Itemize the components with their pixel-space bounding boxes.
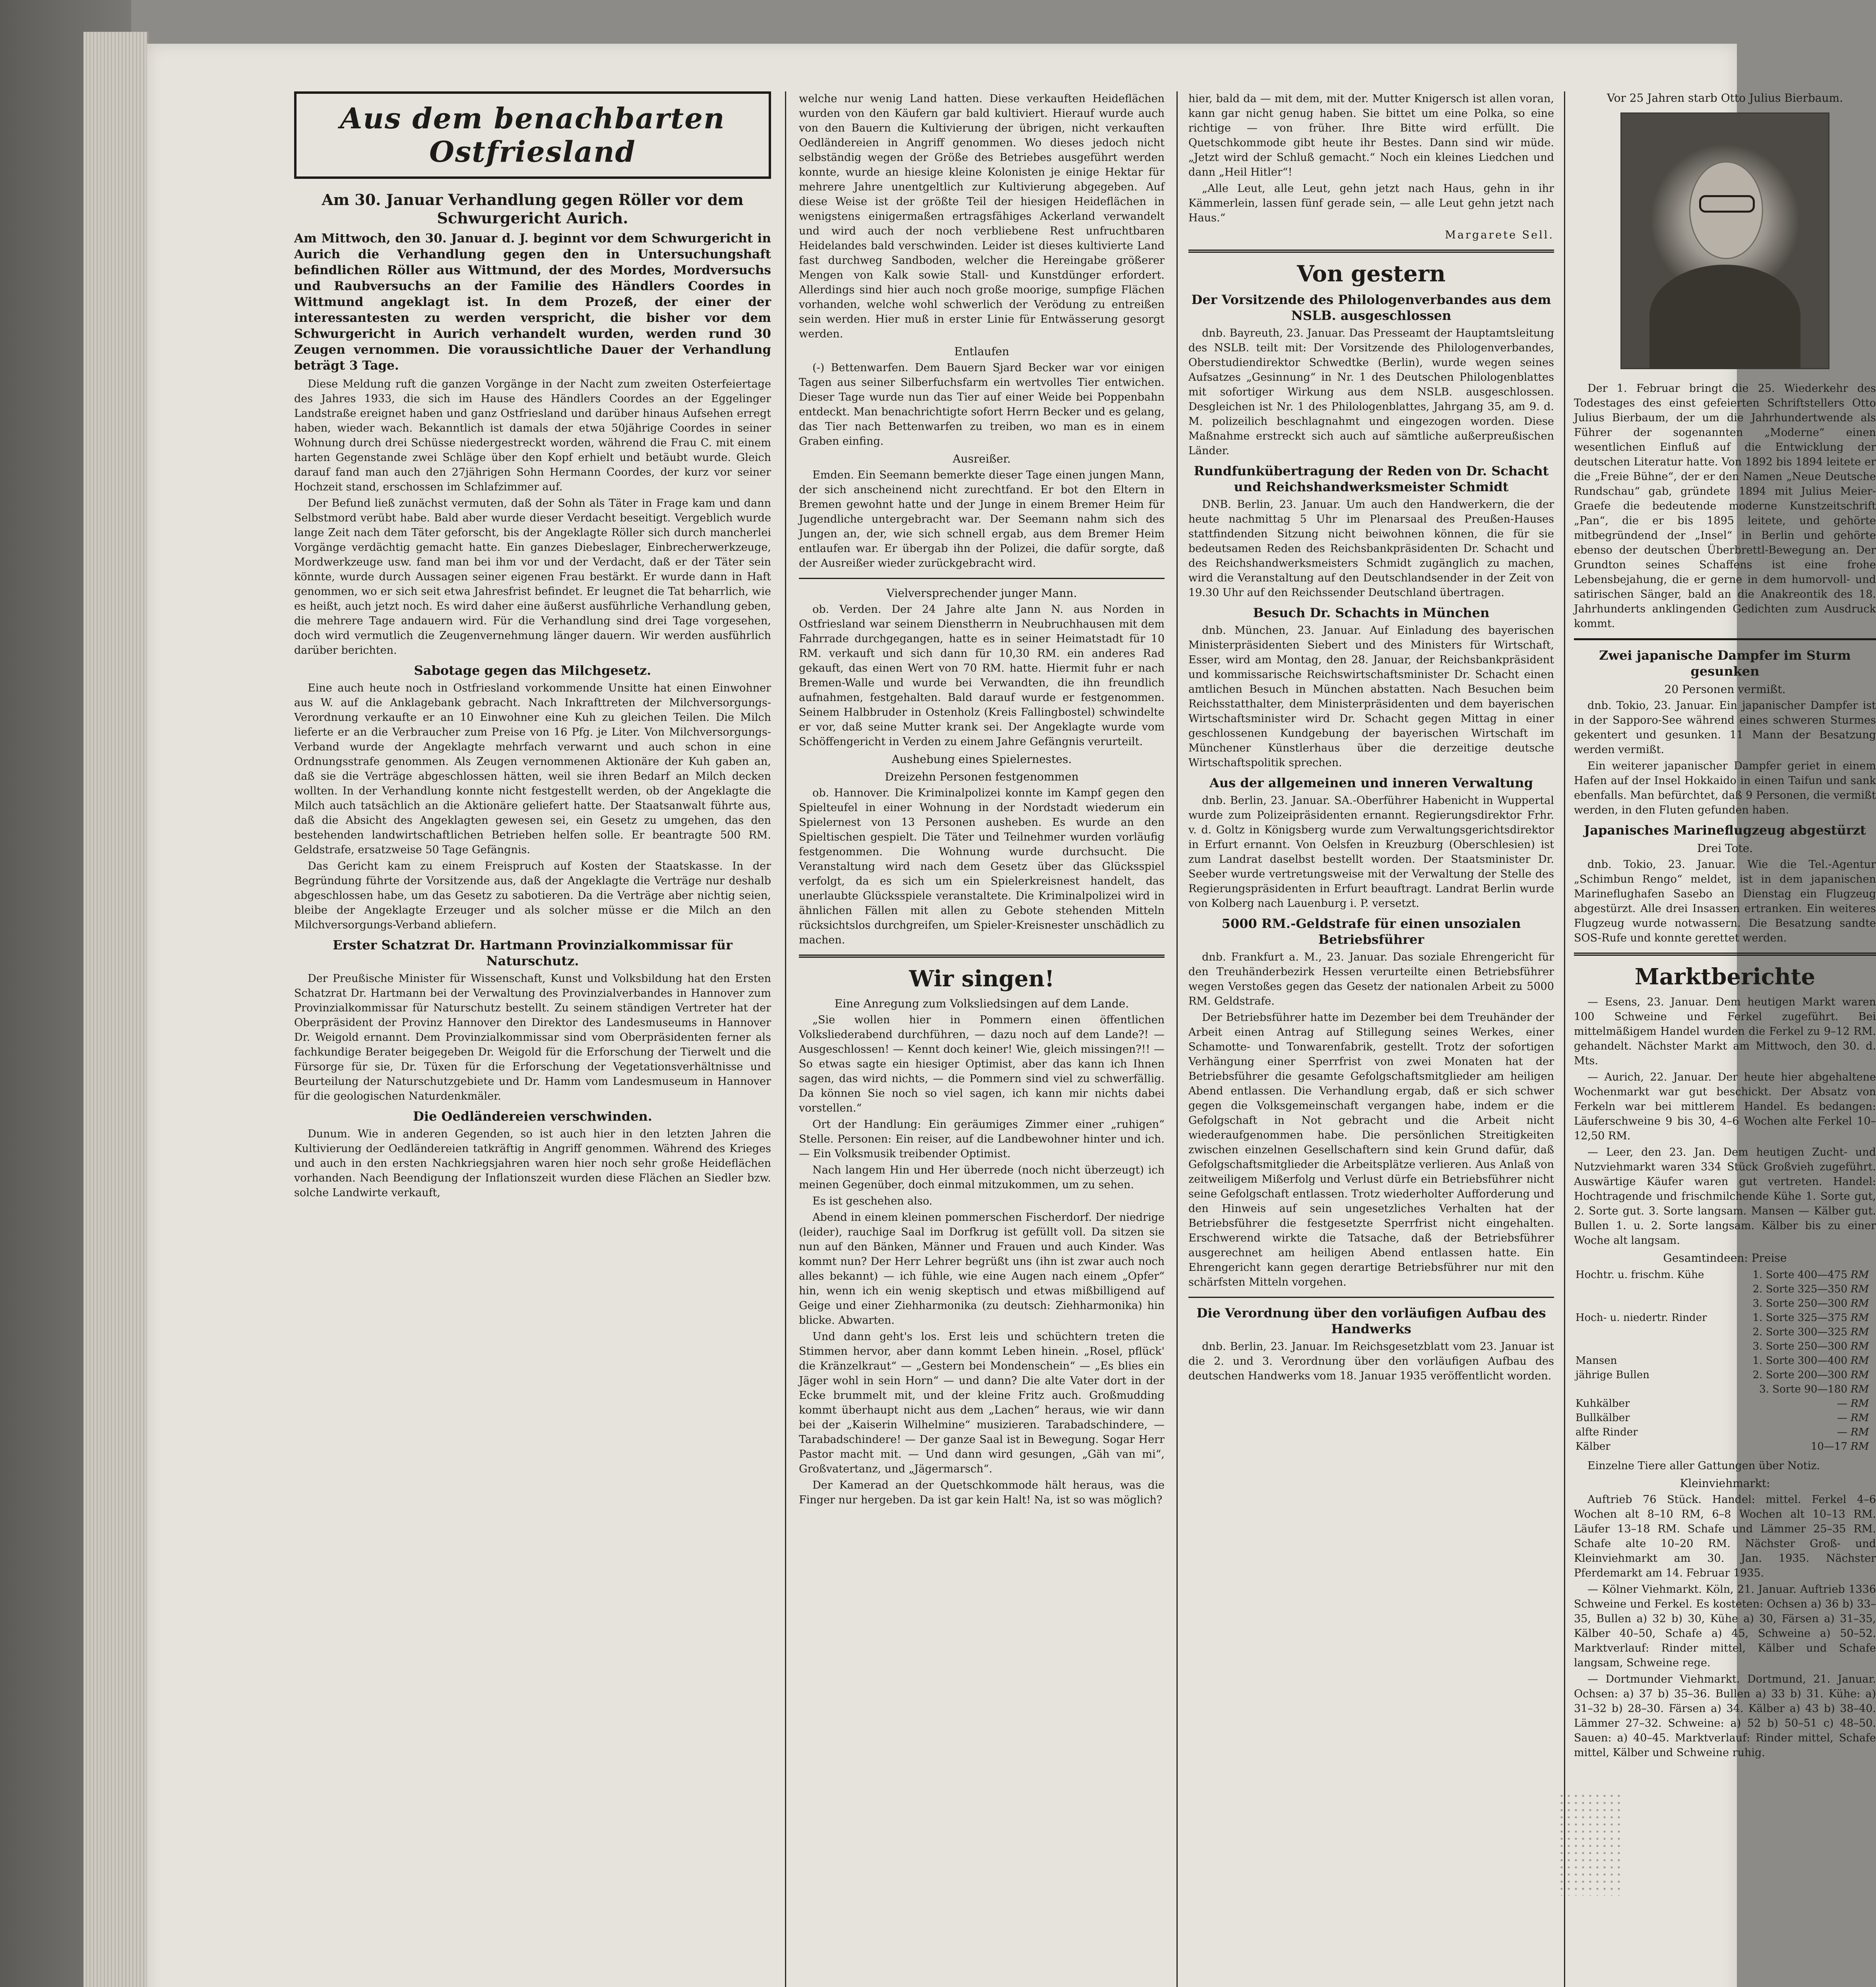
table-cell-unit: RM [1851,1398,1869,1410]
article-paragraph: dnb. Bayreuth, 23. Januar. Das Presseamt der Hauptamtsleitung des NSLB. teilt mit: Der Vorsitzende des Philologenverbandes, Oberstudiendirektor Schwedtke (Berlin), wurde wegen seines Aufsatzes „Gesinnung“ in Nr. 1 des Deutschen Philologenblattes mit sofortiger Wirkung aus dem NSLB. ausgeschlossen. Desgleichen ist Nr. 1 des Philologenblattes, Jahrgang 35, am 9. d. M. polizeilich beschlagnahmt und eingezogen worden. Diese Maßnahme erstreckt sich auch auf sämtliche außerpreußischen Länder. [1188,327,1554,457]
article-paragraph: Der Kamerad an der Quetschkommode hält heraus, was die Finger nur hergeben. Da ist gar kein Halt! Na, ist so was möglich? [799,1479,1165,1506]
table-row [1574,1439,1876,1454]
column-rule [785,91,786,1987]
column-2 [799,91,1165,1509]
article-lead: Am Mittwoch, den 30. Januar d. J. beginnt vor dem Schwurgericht in Aurich die Verhandlung gegen den in Untersuchungshaft befindlichen Röller aus Wittmund, der des Mordes, Mordversuchs und Raubversuchs an der Familie des Händlers Coordes in Wittmund angeklagt ist. In dem Prozeß, der einer der interessantesten zu werden verspricht, die bisher vor dem Schwurgericht in Aurich verhandelt wurden, werden rund 30 Zeugen vernommen. Die voraussichtliche Dauer der Verhandlung beträgt 3 Tage. [294,231,771,373]
article-headline: Wir singen! [909,966,1054,992]
table-cell-unit: RM [1851,1298,1869,1309]
table-row [1574,1425,1876,1439]
table-cell-category: Hoch- u. niedertr. Rinder [1576,1312,1707,1324]
divider [1574,953,1876,956]
table-cell-category: Kuhkälber [1576,1398,1630,1410]
table-cell-unit: RM [1851,1312,1869,1324]
article-paragraph: Emden. Ein Seemann bemerkte dieser Tage einen jungen Mann, der sich anscheinend nicht zurechtfand. Er bot den Eltern in Bremen gewohnt hatte und der Junge in einem Bremer Heim für Jugendliche untergebracht war. Der Seemann nahm sich des Jungen an, der, wie sich schnell ergab, aus dem Bremer Heim entlaufen war. Er übergab ihn der Polizei, die dafür sorgte, daß der Ausreißer wieder zurückgebracht wird. [799,469,1165,569]
table-row [1574,1296,1876,1311]
divider [799,578,1165,579]
table-cell-unit: RM [1851,1269,1869,1281]
article-subheading: Ausreißer. [952,452,1011,465]
newspaper-page [147,44,1876,1987]
table-cell-category [1574,1325,1733,1339]
portrait-body-shape [1649,265,1800,368]
table-row [1574,1325,1876,1339]
table-cell-category: alfte Rinder [1576,1426,1638,1438]
article-headline: Aus der allgemeinen und inneren Verwaltung [1209,775,1533,790]
table-row [1574,1368,1876,1382]
section-headline: Marktberichte [1634,964,1816,990]
article-paragraph: Dunum. Wie in anderen Gegenden, so ist auch hier in den letzten Jahren die Kultivierung der Oedländereien tatkräftig in Angriff genommen. Während des Krieges und auch in den ersten Nachkriegsjahren waren hier noch sehr große Heideflächen vorhanden. Nach Beendigung der Inflationszeit wurden diese Flächen an Siedler bzw. solche Landwirte verkauft, [294,1128,771,1199]
table-cell-unit: RM [1851,1426,1869,1438]
article-paragraph: Und dann geht's los. Erst leis und schüchtern treten die Stimmen hervor, aber dann kommt Leben hinein. „Rosel, pflück' die Kränzelkraut“ — „Gestern bei Mondenschein“ — „Es blies ein Jäger wohl in sein Horn“ — und dann? Die alte Vater dort in der Ecke brummelt mit, und der kleine Fritz auch. Großmudding kommt überhaupt nicht aus dem „Lachen“ heraus, wie wir dann bei der „Kaiserin Wilhelmine“ musizieren. Tarabadschindere, — Tarabadschindere! — Der ganze Saal ist in Bewegung. Sogar Herr Pastor macht mit. — Und dann wird gesungen, „Gäh van mi“, Großvatertanz, und „Jägermarsch“. [799,1330,1165,1475]
table-cell-price: 10—17 [1810,1441,1847,1452]
article-paragraph: dnb. Berlin, 23. Januar. SA.-Oberführer Habenicht in Wuppertal wurde zum Polizeipräsidenten ernannt. Regierungsdirektor Frhr. v. d. Goltz in Königsberg wurde zum Verwaltungsgerichtsdirektor in Erfurt ernannt. Von Oelsfen in Kreuzburg (Oberschlesien) ist zum Landrat daselbst bestellt worden. Der Staatsminister Dr. Seeber wurde vertretungsweise mit der Verwaltung der Stelle des Regierungspräsidenten in Erfurt beauftragt. Landrat Berlin wurde von Kolberg nach Lauenburg i. P. versetzt. [1188,794,1554,910]
table-cell-price: — [1837,1426,1847,1438]
article-subheading: Entlaufen [954,345,1010,358]
article-headline: Rundfunkübertragung der Reden von Dr. Schacht und Reichshandwerksmeister Schmidt [1194,463,1549,494]
column-3 [1188,91,1554,1385]
table-cell-unit: RM [1851,1355,1869,1367]
table-cell-price: 3. Sorte 250—300 [1752,1340,1847,1352]
table-cell-unit: RM [1851,1441,1869,1452]
article-subheading: Dreizehn Personen festgenommen [885,770,1079,783]
article-paragraph: — Leer, den 23. Jan. Dem heutigen Zucht- und Nutzviehmarkt waren 334 Stück Großvieh zugeführt. Auswärtige Käufer waren gut vertreten. Handel: Hochtragende und frischmilchende Kühe 1. Sorte gut, 2. Sorte gut. 3. Sorte langsam. Mansen — Kälber gut. Bullen 1. u. 2. Sorte langsam. Kälber bis zu einer Woche alt langsam. [1574,1146,1876,1247]
table-cell-unit: RM [1851,1369,1869,1381]
article-paragraph: Eine auch heute noch in Ostfriesland vorkommende Unsitte hat einen Einwohner aus W. auf die Anklagebank gebracht. Nach Inkrafttreten der Milchversorgungs-Verordnung verkaufte er an 10 Einwohner eine Kuh zu gleichen Teilen. Die Milch lieferte er an die Verbraucher zum Preise von 16 Pfg. je Liter. Von Milchversorgungs-Verband wurde der Angeklagte mehrfach verwarnt und auch schon in eine Ordnungsstrafe genommen. Als Zeugen vernommenen Aktionäre der Kuh gaben an, daß sie die Verträge abgeschlossen hätten, weil sie ihren Bedarf an Milch decken wollten. In der Verhandlung konnte nicht festgestellt werden, ob der Angeklagte die Milch auch tatsächlich an die Aktionäre geliefert hatte. Der Staatsanwalt führte aus, daß die Absicht des Angeklagten gewesen sei, ein Gesetz zu umgehen, das den bestehenden landwirtschaftlichen Betrieben helfen solle. Er beantragte 500 RM. Geldstrafe, ersatzweise 50 Tage Gefängnis. [294,682,771,856]
table-row [1574,1311,1876,1325]
table-cell-category: Kälber [1576,1441,1610,1452]
article-paragraph: Der Befund ließ zunächst vermuten, daß der Sohn als Täter in Frage kam und dann Selbstmord verübt habe. Bald aber wurde dieser Verdacht beseitigt. Vergeblich wurde lange Zeit nach dem Täter geforscht, bis der Angeklagte Röller sich durch mancherlei Vorgänge verdächtig gemacht hatte. Ein ganzes Diebeslager, Einbrecherwerkzeuge, Mordwerkzeuge usw. fand man bei ihm vor und der Verdacht, daß er der Täter sein könnte, wurde durch Aussagen seiner eigenen Frau bestärkt. Er wurde dann in Haft genommen, wo er sich seit etwa Jahresfrist befindet. Er leugnet die Tat beharrlich, wie es heißt, auch jetzt noch. Es wird daher eine äußerst ausführliche Verhandlung geben, die mehrere Tage andauern wird. Für die Verhandlung sind drei Tage vorgesehen, doch wird vermutlich die Zeugenvernehmung länger dauern. Wir werden ausführlich darüber berichten. [294,497,771,657]
article-paragraph: „Alle Leut, alle Leut, gehn jetzt nach Haus, gehn in ihr Kämmerlein, lassen fünf gerade sein, — alle Leut gehn jetzt nach Haus.“ [1188,182,1554,224]
article-paragraph: welche nur wenig Land hatten. Diese verkauften Heideflächen wurden von den Käufern gar bald kultiviert. Hierauf wurde auch von den Bauern die Kultivierung der übrigen, nicht verkauften Oedländereien in Angriff genommen. Wo dieses jedoch nicht selbständig wegen der Größe des Betriebes ausgeführt werden konnte, wurde an hiesige kleine Kolonisten je einige Hektar für mehrere Jahre unentgeltlich zur Kultivierung abgegeben. Auf diese Weise ist der größte Teil der hiesigen Heideflächen in wenigstens einigermaßen ertragsfähiges Ackerland verwandelt und wird auch der noch verbliebene Rest unfruchtbaren Heidelandes bald verschwinden. Leider ist dieses kultivierte Land fast durchweg Sandboden, welcher die Hereingabe größerer Mengen von Kalk sowie Stall- und Kunstdünger erfordert. Allerdings sind hier auch noch große moorige, sumpfige Flächen vorhanden, welche wohl schwerlich der Verödung zu entreißen sein werden. Hier muß in erster Linie für Entwässerung gesorgt werden. [799,93,1165,340]
table-cell-price: 3. Sorte 90—180 [1759,1383,1847,1395]
table-cell-category: jährige Bullen [1576,1369,1649,1381]
article-paragraph: dnb. Tokio, 23. Januar. Wie die Tel.-Agentur „Schimbun Rengo“ meldet, ist in dem japanischen Marineflughafen Sasebo an Dienstag ein Flugzeug abgestürzt. Alle drei Insassen ertranken. Ein weiteres Flugzeug wurde notwassern. Die Besatzung sandte SOS-Rufe und konnte gerettet werden. [1574,858,1876,944]
table-cell-price: — [1837,1412,1847,1424]
table-cell-unit: RM [1851,1412,1869,1424]
column-rule [1176,91,1178,1987]
article-paragraph: hier, bald da — mit dem, mit der. Mutter Knigersch ist allen voran, kann gar nicht genug haben. Sie bittet um eine Polka, so eine richtige — von früher. Ihre Bitte wird erfüllt. Die Quetschkommode gibt heute ihr Bestes. Dann sind wir müde. „Jetzt wird der Schluß gemacht.“ Noch ein kleines Liedchen und dann „Heil Hitler“! [1188,93,1554,178]
article-paragraph: Der 1. Februar bringt die 25. Wiederkehr des Todestages des einst gefeierten Schriftstellers Otto Julius Bierbaum, der um die Jahrhundertwende als Führer der sogenannten „Moderne“ einen wesentlichen Einfluß auf die Entwicklung der deutschen Literatur hatte. Von 1892 bis 1894 leitete er die „Freie Bühne“, der er den Namen „Neue Deutsche Rundschau“ gab, gründete 1894 mit Julius Meier-Graefe die bedeutende moderne Kunstzeitschrift „Pan“, die er bis 1895 leitete, und gehörte mitbegründend der „Insel“ in Berlin und gehörte ebenso der deutschen Überbrettl-Bewegung an. Der Grundton seines Schaffens ist eine frohe Lebensbejahung, die er gerne in dem humorvoll- und satirischen Sänger, bald an die Anakreontik des 18. Jahrhunderts anklingenden Gedichten zum Ausdruck kommt. [1574,382,1876,630]
article-headline: 5000 RM.-Geldstrafe für einen unsozialen Betriebsführer [1221,916,1521,947]
table-cell-category: Bullkälber [1576,1412,1630,1424]
table-cell-unit: RM [1851,1283,1869,1295]
article-paragraph: dnb. Frankfurt a. M., 23. Januar. Das soziale Ehrengericht für den Treuhänderbezirk Hessen verurteilte einen Betriebsführer wegen Verstoßes gegen das Gesetz der nationalen Arbeit zu 5000 RM. Geldstrafe. [1188,951,1554,1007]
article-paragraph: — Esens, 23. Januar. Dem heutigen Markt waren 100 Schweine und Ferkel zugeführt. Bei mittelmäßigem Handel wurden die Ferkel zu 9–12 RM. gehandelt. Nächster Markt am Mittwoch, den 30. d. Mts. [1574,996,1876,1067]
table-row [1574,1396,1876,1411]
article-headline: Japanisches Marineflugzeug abgestürzt [1584,823,1866,838]
portrait-photo [1620,112,1829,369]
article-paragraph: dnb. Berlin, 23. Januar. Im Reichsgesetzblatt vom 23. Januar ist die 2. und 3. Verordnung über den vorläufigen Aufbau des deutschen Handwerks vom 18. Januar 1935 veröffentlicht worden. [1188,1340,1554,1382]
table-cell-price: 3. Sorte 250—300 [1752,1298,1847,1309]
article-paragraph: Nach langem Hin und Her überrede (noch nicht überzeugt) ich meinen Gegenüber, doch einmal mitzukommen, um zu sehen. [799,1164,1165,1191]
author-signature: Margarete Sell. [1445,229,1554,241]
table-cell-price: — [1837,1398,1847,1410]
divider [1188,1297,1554,1298]
table-cell-category: Hochtr. u. frischm. Kühe [1576,1269,1704,1281]
article-headline: Der Vorsitzende des Philologenverbandes aus dem NSLB. ausgeschlossen [1191,292,1551,323]
article-headline: Besuch Dr. Schachts in München [1253,605,1490,620]
article-subheading: Aushebung eines Spielernestes. [891,753,1072,766]
article-paragraph: „Sie wollen hier in Pommern einen öffentlichen Volksliederabend durchführen, — dazu noch auf dem Lande?! — Ausgeschlossen! — Kennt doch keiner! Wie, gleich missingen?!! — So etwas sagte ein hiesiger Optimist, aber das kann ich Ihnen sagen, das wird nichts, — die Pommern sind viel zu schwerfällig. Da können Sie noch so viel sagen, ich kann mir nichts dabei vorstellen.“ [799,1014,1165,1114]
table-row [1574,1268,1876,1282]
divider [1574,638,1876,640]
scan-noise-patch [1558,1792,1622,1896]
article-paragraph: (-) Bettenwarfen. Dem Bauern Sjard Becker war vor einigen Tagen aus seiner Silberfuchsfarm ein wertvolles Tier entwichen. Dieser Tage wurde nun das Tier auf einer Weide bei Poppenbahn entdeckt. Man benachrichtigte sofort Herrn Becker und es gelang, das Tier nach Bettenwarfen zu treiben, wo man es in einem Graben einfing. [799,362,1165,447]
page-stack-edge [83,32,149,1987]
table-cell-price: 2. Sorte 300—325 [1752,1326,1847,1338]
column-4 [1574,91,1876,1762]
article-paragraph: Der Preußische Minister für Wissenschaft, Kunst und Volksbildung hat den Ersten Schatzrat Dr. Hartmann bei der Verwaltung des Provinzialverbandes in Hannover zum Provinzialkommissar für Naturschutz bestellt. Zu seinem ständigen Vertreter hat der Oberpräsident der Provinz Hannover den Direktor des Landesmuseums in Hannover Dr. Weigold ernannt. Dem Provinzialkommissar sind vom Oberpräsidenten ferner als fachkundige Berater beigegeben Dr. Weigold für die Erforschung der Tierwelt und die Fürsorge für sie, Dr. Tüxen für die Erforschung der Vegetationsverhältnisse und Beurteilung der Naturschutzgebiete und Dr. Hamm vom Landesmuseum in Hannover für die geologischen Naturdenkmäler. [294,972,771,1102]
divider [1188,250,1554,253]
table-cell-unit: RM [1851,1326,1869,1338]
article-paragraph: Der Betriebsführer hatte im Dezember bei dem Treuhänder der Arbeit einen Antrag auf Stillegung seines Werkes, einer Schamotte- und Tonwarenfabrik, gestellt. Trotz der sofortigen Verhängung einer Sperrfrist von zwei Monaten hat der Betriebsführer die gesamte Gefolgschaftsmitglieder am heiligen Abend entlassen. Die Verhandlung ergab, daß er sich schwer gegen die Volksgemeinschaft vergangen habe, indem er die Gefolgschaft in Not gebracht und die Arbeit nicht wiederaufgenommen habe. Die persönlichen Streitigkeiten zwischen einzelnen Gesellschaftern sind kein Grund dafür, daß Gefolgschaftsmitglieder die Arbeitsplätze verlieren. Aus Anlaß von zeitweiligem Mißerfolg und Verlust dürfe ein Betriebsführer nicht seine Gefolgschaft entlassen. Trotz wiederholter Aufforderung und den Hinweis auf sein ungesetzliches Verhalten hat der Betriebsführer die festgesetzte Sperrfrist nicht eingehalten. Erschwerend wirkte die Tatsache, daß der Betriebsführer ausgerechnet am heiligen Abend entlassen hatte. Ein Ehrengericht kann gegen derartige Betriebsführer nur mit den schärfsten Mitteln vorgehen. [1188,1011,1554,1288]
article-paragraph: ob. Hannover. Die Kriminalpolizei konnte im Kampf gegen den Spielteufel in einer Wohnung in der Nordstadt wiederum ein Spielernest von 13 Personen ausheben. Es wurde an den Spieltischen gespielt. Die Täter und Teilnehmer wurden vorläufig festgenommen. Die Wohnung wurde durchsucht. Die Veranstaltung wird nach dem Gesetz über das Glücksspiel verfolgt, da es sich um ein Spielerkreisnest handelt, das unerlaubte Glücksspiele veranstaltete. Die Kriminalpolizei wird in ähnlichen Fällen mit allen zu Gebote stehenden Mitteln rücksichtslos durchgreifen, um Spieler-Kreisnester unschädlich zu machen. [799,787,1165,946]
table-cell-unit: RM [1851,1340,1869,1352]
article-subheading: Erster Schatzrat Dr. Hartmann Provinzialkommissar für Naturschutz. [333,937,733,968]
table-cell-price: 2. Sorte 325—350 [1752,1283,1847,1295]
table-cell-category [1574,1382,1733,1396]
table-row [1574,1411,1876,1425]
article-subheading: Eine Anregung zum Volksliedsingen auf dem Lande. [834,997,1129,1010]
divider [799,955,1165,958]
section-header-box [294,91,771,179]
section-header-line-2: Ostfriesland [429,135,636,168]
article-paragraph: DNB. Berlin, 23. Januar. Um auch den Handwerkern, die der heute nachmittag 5 Uhr im Plenarsaal des Preußen-Hauses stattfindenden Sitzung nicht beiwohnen können, die für sie bedeutsamen Reden des Reichsbankpräsidenten Dr. Schacht und des Reichshandwerksmeisters Schmidt zugänglich zu machen, wird die Veranstaltung auf den Deutschlandsender in der Zeit von 19.30 Uhr auf den Reichssender Deutschland übertragen. [1188,498,1554,599]
article-headline: Am 30. Januar Verhandlung gegen Röller vor dem Schwurgericht Aurich. [322,191,744,227]
table-cell-unit: RM [1851,1383,1869,1395]
section-headline: Von gestern [1297,261,1446,287]
article-paragraph: Diese Meldung ruft die ganzen Vorgänge in der Nacht zum zweiten Osterfeiertage des Jahres 1933, die sich im Hause des Händlers Coordes an der Eggelinger Landstraße ereignet haben und ganz Ostfriesland und darüber hinaus Aufsehen erregt haben, wieder wach. Bekanntlich ist damals der etwa 50jährige Coordes in seiner Wohnung durch drei Schüsse niedergestreckt worden, während die Frau C. mit einem harten Gegenstande zwei Schläge über den Kopf erhielt und betäubt wurde. Gleich darauf fand man auch den 27jährigen Sohn Hermann Coordes, der kurz vor seiner Hochzeit stand, erschossen im Schlafzimmer auf. [294,378,771,493]
article-subheading: Die Oedländereien verschwinden. [413,1109,652,1124]
table-cell-price: 1. Sorte 325—375 [1752,1312,1847,1324]
column-rule [1564,91,1565,1987]
article-paragraph: Auftrieb 76 Stück. Handel: mittel. Ferkel 4–6 Wochen alt 8–10 RM, 6–8 Wochen alt 10–13 RM. Läufer 13–18 RM. Schafe und Lämmer 25–35 RM. Schafe alte 10–20 RM. Nächster Groß- und Kleinviehmarkt am 30. Jan. 1935. Nächster Pferdemarkt am 14. Februar 1935. [1574,1493,1876,1579]
table-cell-price: 1. Sorte 300—400 [1752,1355,1847,1367]
table-cell-category [1574,1296,1733,1311]
portrait-caption: Vor 25 Jahren starb Otto Julius Bierbaum. [1607,91,1843,105]
article-paragraph: — Kölner Viehmarkt. Köln, 21. Januar. Auftrieb 1336 Schweine und Ferkel. Es kosteten: Ochsen a) 36 b) 33–35, Bullen a) 32 b) 30, Kühe a) 30, Färsen a) 31–35, Kälber 40–50, Schafe a) 45, Schweine a) 50–52. Marktverlauf: Rinder mittel, Kälber und Schafe langsam, Schweine rege. [1574,1583,1876,1669]
article-paragraph: ob. Verden. Der 24 Jahre alte Jann N. aus Norden in Ostfriesland war seinem Dienstherrn in Neubruchhausen mit dem Fahrrade durchgegangen, hatte es in seiner Heimatstadt für 10 RM. verkauft und sich dann für 10,30 RM. ein anderes Rad gekauft, das einen Wert von 70 RM. hatte. Hiermit fuhr er nach Bremen-Walle und wurde bei Verwandten, die ihn freundlich aufnahmen, festgehalten. Bald darauf wurde er festgenommen. Seinem Halbbruder in Ostenholz (Kreis Fallingbostel) schwindelte er vor, daß seine Mutter krank sei. Der Angeklagte wurde vom Schöffengericht in Verden zu einem Jahre Gefängnis verurteilt. [799,603,1165,748]
market-price-table [1574,1268,1876,1454]
table-row [1574,1282,1876,1296]
section-header-line-1: Aus dem benachbarten [340,101,725,135]
article-subheading: Vielversprechender junger Mann. [886,587,1077,600]
table-row [1574,1339,1876,1354]
article-subheading: Sabotage gegen das Milchgesetz. [414,663,651,678]
column-1 [294,91,771,1202]
article-paragraph: Einzelne Tiere aller Gattungen über Notiz. [1587,1460,1820,1472]
article-paragraph: Ort der Handlung: Ein geräumiges Zimmer einer „ruhigen“ Stelle. Personen: Ein reiser, auf die Landbewohner hinter und ich. — Ein Volksmusik treibender Optimist. [799,1118,1165,1160]
article-paragraph: dnb. München, 23. Januar. Auf Einladung des bayerischen Ministerpräsidenten Siebert und des Ministers für Wirtschaft, Esser, wird am Montag, den 28. Januar, der Reichsbankpräsident und kommissarische Reichswirtschaftsminister Dr. Schacht einen amtlichen Besuch in München abstatten. Nach Besuchen beim Reichsstatthalter, dem Ministerpräsidenten und dem bayerischen Wirtschaftsminister wird Dr. Schacht gegen Mittag in einer geschlossenen Kundgebung der bayerischen Wirtschaft im Münchener Künstlerhaus über die derzeitige deutsche Wirtschaftspolitik sprechen. [1188,624,1554,769]
table-cell-price: 1. Sorte 400—475 [1752,1269,1847,1281]
table-title: Gesamtindeen: Preise [1663,1251,1787,1265]
table-cell-price: 2. Sorte 200—300 [1752,1369,1847,1381]
table-cell-category [1574,1339,1733,1354]
article-headline: Die Verordnung über den vorläufigen Aufbau des Handwerks [1196,1305,1546,1336]
article-paragraph: Ein weiterer japanischer Dampfer geriet in einem Hafen auf der Insel Hokkaido in einen Taifun und sank ebenfalls. Man befürchtet, daß 9 Personen, die vermißt werden, in den Fluten gefunden haben. [1574,760,1876,816]
article-subheading: Drei Tote. [1697,842,1753,855]
article-subheading: Kleinviehmarkt: [1680,1477,1770,1490]
article-paragraph: Es ist geschehen also. [812,1195,932,1207]
article-paragraph: Abend in einem kleinen pommerschen Fischerdorf. Der niedrige (leider), rauchige Saal im Dorfkrug ist gefüllt voll. Da sitzen sie nun auf den Bänken, Männer und Frauen und auch Kinder. Was kommt nun? Der Herr Lehrer begrüßt uns (ihn ist zwar auch noch alles bekannt) — ich fühle, wie eine Augen nach einem „Opfer“ hin, wenn ich ein wenig skeptisch und etwas mißbilligend auf Geige und einer Ziehharmonika (zu deutsch: Ziehharmonika) hin blicke. Abwarten. [799,1211,1165,1327]
article-paragraph: Das Gericht kam zu einem Freispruch auf Kosten der Staatskasse. In der Begründung führte der Vorsitzende aus, daß der Angeklagte die Verträge nur deshalb abgeschlossen habe, um das Gesetz zu sabotieren. Da die Verträge aber nichtig seien, bleibe der Angeklagte Erzeuger und als solcher müsse er die Milch an den Milchversorgungs-Verband abliefern. [294,860,771,931]
article-subheading: 20 Personen vermißt. [1664,683,1786,696]
table-cell-category: Mansen [1576,1355,1617,1367]
article-paragraph: dnb. Tokio, 23. Januar. Ein japanischer Dampfer ist in der Sapporo-See während eines schweren Sturmes gekentert und gesunken. 11 Mann der Besatzung werden vermißt. [1574,699,1876,756]
portrait-glasses-shape [1699,195,1755,213]
table-cell-category [1574,1282,1733,1296]
article-headline: Zwei japanische Dampfer im Sturm gesunken [1599,648,1851,679]
table-row [1574,1354,1876,1368]
table-row [1574,1382,1876,1396]
article-paragraph: — Dortmunder Viehmarkt. Dortmund, 21. Januar. Ochsen: a) 37 b) 35–36. Bullen a) 33 b) 31. Kühe: a) 31–32 b) 28–30. Färsen a) 34. Kälber a) 43 b) 38–40. Lämmer 27–32. Schweine: a) 52 b) 50–51 c) 48–50. Sauen: a) 40–45. Marktverlauf: Rinder mittel, Schafe mittel, Kälber und Schweine ruhig. [1574,1673,1876,1759]
article-paragraph: — Aurich, 22. Januar. Der heute hier abgehaltene Wochenmarkt war gut beschickt. Der Absatz von Ferkeln war bei mittlerem Handel. Es bedangen: Läuferschweine 9 bis 30, 4–6 Wochen alte Ferkel 10–12,50 RM. [1574,1071,1876,1142]
